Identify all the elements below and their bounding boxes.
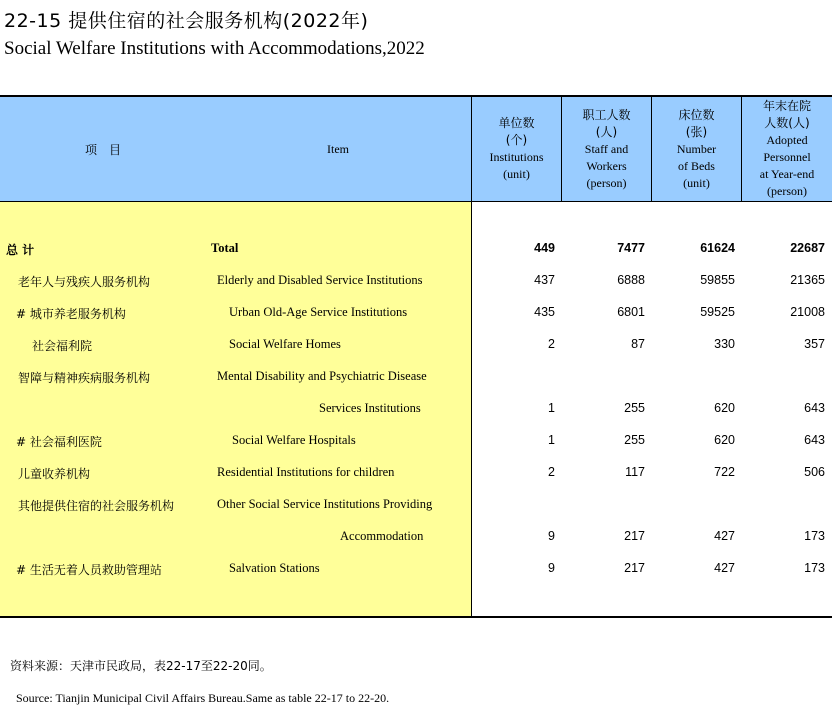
bottom-rule [0, 616, 832, 618]
header-item-en: Item [327, 142, 349, 156]
table-title-en: Social Welfare Institutions with Accommodations,2022 [4, 38, 425, 59]
source-note-en: Source: Tianjin Municipal Civil Affairs Bureau.Same as table 22-17 to 22-20. [16, 691, 390, 705]
header-item-cn: 项目 [85, 143, 134, 157]
table-row: # 城市养老服务机构 Urban Old-Age Service Institutions 435 6801 59525 21008 [16, 305, 825, 321]
table-row: # 生活无着人员救助管理站 Salvation Stations 9 217 427 173 [16, 561, 825, 577]
header-institutions: 单位数 (个) Institutions (unit) [489, 116, 544, 181]
table-row: 老年人与残疾人服务机构 Elderly and Disabled Service Institutions 437 6888 59855 21365 [18, 273, 825, 289]
table-row: Services Institutions 1 255 620 643 [319, 401, 825, 415]
table-row-total: 总 计 Total 449 7477 61624 22687 [6, 241, 825, 257]
table-title-cn: 22-15 提供住宿的社会服务机构(2022年) [4, 10, 369, 32]
table-row: Accommodation 9 217 427 173 [340, 529, 825, 543]
table-row: # 社会福利医院 Social Welfare Hospitals 1 255 620 643 [16, 433, 825, 449]
header-beds: 床位数 (张) Number of Beds (unit) [676, 107, 717, 190]
table-row: 儿童收养机构 Residential Institutions for children 2 117 722 506 [18, 465, 825, 481]
table-row: 其他提供住宿的社会服务机构 Other Social Service Institutions Providing [18, 497, 433, 513]
header-adopted: 年末在院 人数(人) Adopted Personnel at Year-end (person) [759, 99, 815, 198]
source-note-cn: 资料来源：天津市民政局，表22-17至22-20同。 [10, 659, 272, 673]
table-row: 社会福利院 Social Welfare Homes 2 87 330 357 [32, 337, 825, 353]
header-staff: 职工人数 (人) Staff and Workers (person) [582, 107, 631, 190]
table-row: 智障与精神疾病服务机构 Mental Disability and Psychiatric Disease [18, 369, 427, 385]
